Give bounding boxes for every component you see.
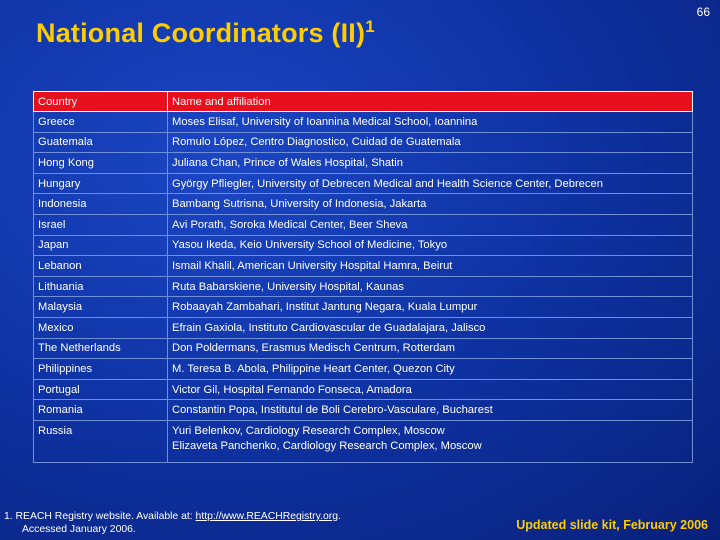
country-cell: Greece	[34, 112, 168, 133]
title-text: National Coordinators (II)	[36, 18, 366, 48]
table-row	[34, 112, 693, 133]
table-row	[34, 297, 693, 318]
country-cell: Portugal	[34, 379, 168, 400]
affiliation-line: Yuri Belenkov, Cardiology Research Complex, Moscow	[172, 424, 445, 437]
country-cell: Lebanon	[34, 256, 168, 277]
country-cell: The Netherlands	[34, 338, 168, 359]
affiliation-cell: Efrain Gaxiola, Instituto Cardiovascular de Guadalajara, Jalisco	[168, 317, 693, 338]
page-title	[36, 18, 375, 49]
affiliation-cell: Avi Porath, Soroka Medical Center, Beer Sheva	[168, 214, 693, 235]
page-number: 66	[696, 5, 710, 19]
affiliation-cell: Moses Elisaf, University of Ioannina Medical School, Ioannina	[168, 112, 693, 133]
table-row	[34, 173, 693, 194]
affiliation-cell	[168, 420, 693, 462]
table-row	[34, 153, 693, 174]
table-row	[34, 420, 693, 462]
table-row	[34, 235, 693, 256]
table-row	[34, 132, 693, 153]
country-cell: Lithuania	[34, 276, 168, 297]
table-header-row	[34, 92, 693, 112]
affiliation-cell: Ruta Babarskiene, University Hospital, Kaunas	[168, 276, 693, 297]
country-cell: Guatemala	[34, 132, 168, 153]
table-row	[34, 256, 693, 277]
reach-registry-link[interactable]: http://www.REACHRegistry.org	[195, 511, 338, 522]
country-cell: Hungary	[34, 173, 168, 194]
affiliation-cell: Victor Gil, Hospital Fernando Fonseca, Amadora	[168, 379, 693, 400]
header-name-affiliation: Name and affiliation	[168, 92, 693, 112]
country-cell: Hong Kong	[34, 153, 168, 174]
header-country: Country	[34, 92, 168, 112]
footnote	[4, 510, 341, 536]
table-row	[34, 400, 693, 421]
affiliation-line: Elizaveta Panchenko, Cardiology Research Complex, Moscow	[172, 439, 482, 452]
affiliation-cell: Don Poldermans, Erasmus Medisch Centrum, Rotterdam	[168, 338, 693, 359]
table-row	[34, 359, 693, 380]
table-row	[34, 214, 693, 235]
table-row	[34, 379, 693, 400]
country-cell: Philippines	[34, 359, 168, 380]
coordinators-table	[33, 91, 693, 463]
country-cell: Israel	[34, 214, 168, 235]
table-row	[34, 317, 693, 338]
country-cell: Indonesia	[34, 194, 168, 215]
title-footnote-marker: 1	[365, 17, 375, 36]
affiliation-cell: Juliana Chan, Prince of Wales Hospital, Shatin	[168, 153, 693, 174]
country-cell: Russia	[34, 420, 168, 462]
affiliation-cell: M. Teresa B. Abola, Philippine Heart Center, Quezon City	[168, 359, 693, 380]
footnote-accessed: Accessed January 2006.	[22, 524, 136, 535]
affiliation-cell: György Pfliegler, University of Debrecen Medical and Health Science Center, Debrecen	[168, 173, 693, 194]
country-cell: Japan	[34, 235, 168, 256]
table-row	[34, 338, 693, 359]
affiliation-cell: Robaayah Zambahari, Institut Jantung Negara, Kuala Lumpur	[168, 297, 693, 318]
affiliation-cell: Ismail Khalil, American University Hospital Hamra, Beirut	[168, 256, 693, 277]
slide-kit-label: Updated slide kit, February 2006	[516, 518, 708, 532]
footnote-prefix: 1. REACH Registry website. Available at:	[4, 511, 196, 522]
affiliation-cell: Bambang Sutrisna, University of Indonesia, Jakarta	[168, 194, 693, 215]
affiliation-cell: Constantin Popa, Institutul de Boli Cerebro-Vasculare, Bucharest	[168, 400, 693, 421]
country-cell: Malaysia	[34, 297, 168, 318]
country-cell: Romania	[34, 400, 168, 421]
footnote-suffix: .	[337, 511, 341, 522]
affiliation-cell: Yasou Ikeda, Keio University School of Medicine, Tokyo	[168, 235, 693, 256]
affiliation-cell: Romulo López, Centro Diagnostico, Cuidad de Guatemala	[168, 132, 693, 153]
country-cell: Mexico	[34, 317, 168, 338]
table-row	[34, 276, 693, 297]
table-row	[34, 194, 693, 215]
